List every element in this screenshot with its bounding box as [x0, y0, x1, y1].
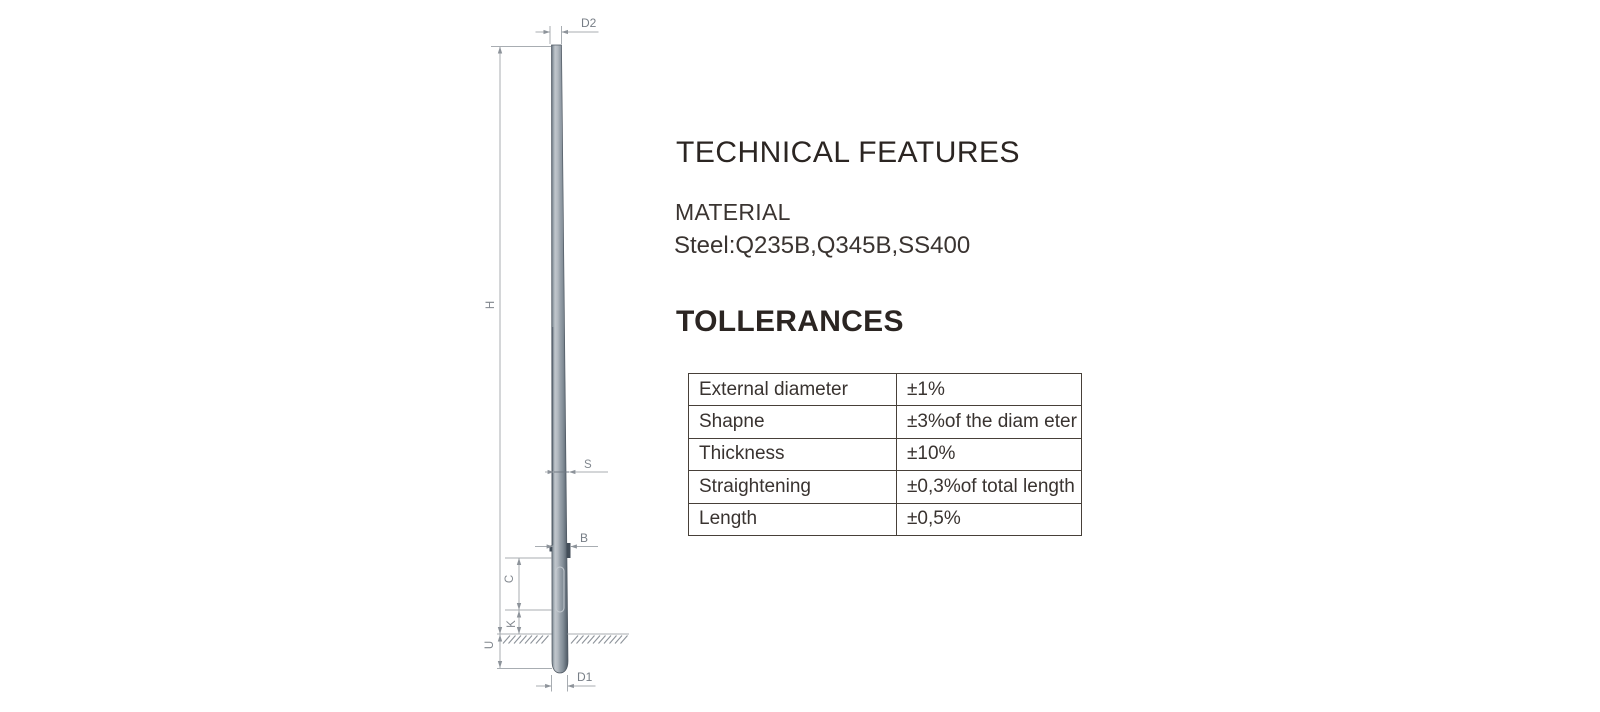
- table-row: [689, 438, 1082, 470]
- tolerance-property-cell: Length: [689, 503, 897, 535]
- tolerances-heading: TOLLERANCES: [676, 305, 904, 338]
- pole-joint-collar-right: [567, 543, 571, 558]
- material-value: Steel:Q235B,Q345B,SS400: [674, 232, 971, 259]
- section-title-technical-features: TECHNICAL FEATURES: [676, 136, 1021, 169]
- dim-label-s: S: [584, 459, 592, 471]
- table-row: [689, 503, 1082, 535]
- tolerance-value-cell: ±3%of the diam eter: [897, 406, 1082, 438]
- tolerance-property-cell: Straightening: [689, 471, 897, 503]
- tolerance-property-cell: External diameter: [689, 374, 897, 406]
- dim-label-k: K: [506, 620, 518, 628]
- tolerances-table: [688, 373, 1082, 536]
- tolerance-value-cell: ±0,3%of total length: [897, 471, 1082, 503]
- pole-section-seam: [552, 327, 553, 545]
- material-heading: MATERIAL: [675, 199, 791, 225]
- table-row: [689, 374, 1082, 406]
- tolerance-property-cell: Shapne: [689, 406, 897, 438]
- table-row: [689, 471, 1082, 503]
- tolerance-property-cell: Thickness: [689, 438, 897, 470]
- dim-label-d2: D2: [581, 16, 597, 30]
- tolerance-value-cell: ±10%: [897, 438, 1082, 470]
- tolerance-value-cell: ±1%: [897, 374, 1082, 406]
- pole-technical-drawing: [470, 0, 660, 712]
- dim-label-b: B: [580, 531, 589, 545]
- dim-label-h: H: [485, 300, 497, 310]
- table-row: [689, 406, 1082, 438]
- dim-label-c: C: [504, 574, 516, 584]
- pole-shape: [552, 45, 569, 673]
- dim-label-d1: D1: [577, 670, 593, 684]
- dim-label-u: U: [484, 640, 496, 650]
- tolerance-value-cell: ±0,5%: [897, 503, 1082, 535]
